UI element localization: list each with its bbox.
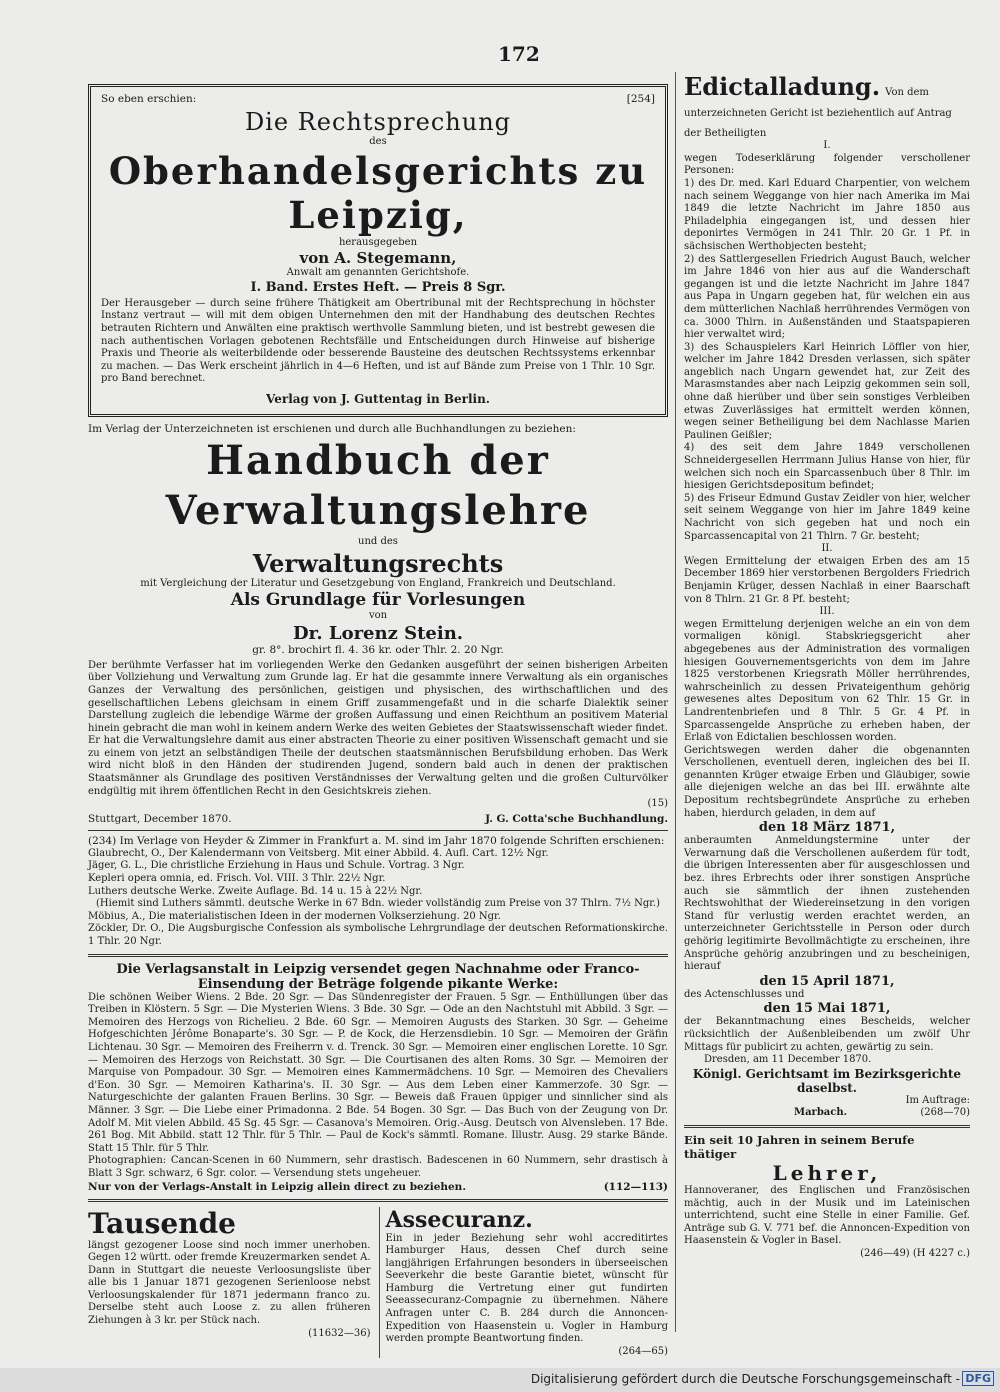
ad-title: Die Rechtsprechung [244,108,512,136]
edict-date: den 18 März 1871, [758,820,896,836]
right-column [684,72,970,1261]
ad-footer: Nur von der Verlags-Anstalt in Leipzig allein direct zu beziehen. [88,1180,466,1193]
edict-body: des Actenschlusses und [684,988,805,1000]
ad-ref: (246—49) (H 4227 c.) [860,1247,970,1259]
ad-verlagsanstalt [88,962,668,1194]
footer-bar [0,1368,1000,1392]
ad-body: Die schönen Weiber Wiens. 2 Bde. 20 Sgr. — Das Sündenregister der Frauen. 5 Sgr. — Enthüllungen über das Treiben in Klöstern. 5 Sgr. — Die Mysterien Wiens. 3 Bde. 30 Sgr. — Ode an den Nachtstuhl mit Abbild. 3 Sgr. — Memoiren des Herzogs von Richelieu. 2 Bde. 60 Sgr. — Memoiren Augusts des Starken. 30 Sgr. — Geheime Hofgeschichten Jérôme Bonaparte's. 30 Sgr. — P. de Kock, die Herzensdiebin. 10 Sgr. — Memoiren der Gräfin Lichtenau. 30 Sgr. — Memoiren des Freiherrn v. d. Trenck. 30 Sgr. — Memoiren einer englischen Lorette. 10 Sgr. — Memoiren des Herzogs von Reichstatt. 30 Sgr. — Die Courtisanen des alten Roms. 30 Sgr. — Memoiren der Marquise von Pompadour. 30 Sgr. — Memoiren eines Kammermädchens. 10 Sgr. — Memoiren des Chevaliers d'Eon. 30 Sgr. — Memoiren Katharina's. II. 30 Sgr. — Aus dem Leben einer Kammerzofe. 30 Sgr. — Naturgeschichte der galanten Frauen Berlins. 30 Sgr. — Beweis daß Frauen üppiger und sinnlicher sind als Männer. 3 Sgr. — Die Liebe einer Primadonna. 2 Bde. 54 Bogen. 30 Sgr. — Das Buch von der Zeugung von Dr. Adolf M. Mit vielen Abbild. 45 Sg. 45 Sgr. — Casanova's Memoiren. Orig.-Ausg. Deutsch von Alvensleben. 17 Bde. 261 Bog. Mit Abbild. statt 12 Thlr. für 5 Thlr. — Paul de Kock's sämmtl. Romane. Illustr. Ausg. 29 starke Bände. Statt 15 Thlr. für 5 Thlr. [88,991,668,1154]
ad-price: gr. 8°. brochirt fl. 4. 36 kr. oder Thlr. 2. 20 Ngr. [252,643,504,656]
ad-publisher: Verlag von J. Guttentag in Berlin. [266,391,490,406]
ad-body: längst gezogener Loose sind noch immer unerhoben. Gegen 12 württ. oder fremde Kreuzermarken sendet A. Dann in Stuttgart die neueste Verloosungsliste über alle bis 1 Januar 1871 gezogenen Serienloose nebst Verloosungskalender für 1871 jedermann franco zu. Derselbe steht auch Loose z. zu allen früheren Ziehungen à 3 kr. per Stück nach. [88,1239,371,1327]
edict-date: den 15 April 1871, [759,973,895,989]
ad-title-main: Oberhandelsgerichts zu Leipzig, [108,148,648,237]
ad-ref: (15) [647,798,668,810]
ad-grundlage: Als Grundlage für Vorlesungen [230,590,526,611]
list-item: (Hiemit sind Luthers sämmtl. deutsche Werke in 67 Bdn. wieder vollständig zum Preise von 37 Thlrn. 7½ Ngr.) [96,898,660,910]
section-number: III. [819,606,835,618]
edict-place: Dresden, am 11 December 1870. [704,1054,872,1066]
ad-intro: Im Verlag der Unterzeichneten ist erschienen und durch alle Buchhandlungen zu beziehen: [88,422,576,435]
ad-place: Stuttgart, December 1870. [88,812,232,825]
ad-title-2: Verwaltungsrechts [252,548,504,578]
dfg-logo: DFG [962,1371,994,1386]
column-divider [675,72,676,1332]
ad-assecuranz [379,1207,669,1359]
ad-title: Assecuranz. [385,1206,533,1233]
ad-firm: J. G. Cotta'sche Buchhandlung. [485,812,668,825]
list-item: 3) des Schauspielers Karl Heinrich Löffler von hier, welcher im Jahre 1842 Dresden verlassen, sich später angeblich nach Ungarn gewendet hat, zur Zeit des Marasmstandes aber nach Leipzig gekommen sein soll, ohne daß hierüber und über sein sonstiges Verbleiben etwas Zuverlässiges hat ermittelt werden können, wegen seiner Betheiligung bei dem Nachlasse Marien Paulinen Geißler; [684,341,970,441]
list-item: 4) des seit dem Jahre 1849 verschollenen Schneidergesellen Herrmann Julius Hanse von hier, für welchen sich noch ein Sparcassenbuch über 8 Thlr. im hiesigen Gerichtsdepositum befindet; [684,442,970,492]
ad-heyder [88,835,668,949]
edict-court: Königl. Gerichtsamt im Bezirksgerichte daselbst. [692,1066,962,1095]
list-item: Zöckler, Dr. O., Die Augsburgische Confession als symbolische Lehrgrundlage der deutschen Reformationskirche. 1 Thlr. 20 Ngr. [88,923,668,947]
edict-body: Gerichtswegen werden daher die obgenannten Verschollenen, eventuell deren, ingleichen des bei II. genannten Krüger etwaige Erben und Gläubiger, sowie alle diejenigen welche an das bei III. erwähnte alte Depositum rechtsbegründete Ansprüche zu erheben haben, hierdurch geladen, in dem auf [684,744,970,819]
edict-body: anberaumten Anmeldungstermine unter der Verwarnung daß die Verschollenen außerdem für todt, die übrigen Interessenten aber für ausgeschlossen und bez. ihres Erbrechts oder ihrer sonstigen Ansprüche auch sie sämmtlich der ihnen zustehenden Rechtswohlthat der Wiedereinsetzung in den vorigen Stand für verlustig werden erachtet werden, an unterzeichneter Gerichtsstelle in Person oder durch gehörig legitimirte Bevollmächtigte zu erscheinen, ihre Ansprüche gehörig anzubringen und zu bescheinigen, hierauf [684,835,970,973]
ad-handbuch [88,423,668,826]
ad-body: Der berühmte Verfasser hat im vorliegenden Werke den Gedanken ausgeführt der seinen bisherigen Arbeiten über Vollziehung und Verwaltung zum Grunde lag. Er hat die gesammte innere Verwaltung als ein organisches Ganzes der Verwaltung des persönlichen, geistigen und physischen, des wirthschaftlichen und des gesellschaftlichen Lebens gleichsam in einem Griff zusammengefaßt und in die scharfe Dialektik seiner Darstellung zugleich die lebendige Wärme der großen Auffassung und einen Reichthum an positivem Material hinein gebracht die man wohl in keinem andern Werke des weiten Gebietes der Staatswissenschaft wieder findet. Er hat die Verwaltungslehre damit aus einer abstracten Theorie zu einer positiven Wissenschaft gemacht und sie zu einem von jetzt an selbständigen Theile der deutschen staatsmännischen Berufsbildung erhoben. Das Werk wird nicht bloß in den Händen der studirenden Jugend, sondern bald auch in denen der praktischen Staatsmänner als Grundlage des positiven Verständnisses der Verwaltung gelten und die großen Culturvölker endgültig mit ihrem öffentlichen Recht in den Gesichtskreis ziehen. [88,659,668,797]
page-number: 172 [498,42,540,66]
list-item: Jäger, G. L., Die christliche Erziehung in Haus und Schule. Vortrag. 3 Ngr. [88,860,465,872]
ad-body: Der Herausgeber — durch seine frühere Thätigkeit am Obertribunal mit der Rechtsprechung in höchster Instanz vertraut — will mit dem obigen Unternehmen den mit der Handhabung des deutschen Rechtes betrauten Richtern und Anwälten eine praktisch werthvolle Sammlung bieten, und ist bestrebt gewesen die nach authentischen Vorlagen gebotenen Rechtsfälle und Entscheidungen durch Hinweise auf bisherige Praxis und Theorie als weiterbildende oder besserende Bausteine des deutschen Rechtssystems erkennbar zu machen. — Das Werk erscheint jährlich in 4—6 Heften, und ist auf Bände zum Preise von 1 Thlr. 10 Sgr. pro Band berechnet. [101,297,655,385]
ad-body: Ein in jeder Beziehung sehr wohl accreditirtes Hamburger Haus, dessen Chef durch seine langjährigen Erfahrungen besonders in überseeischen Seeverkehr die beste Garantie bietet, wünscht für Hamburg die Vertretung einer gut fundirten Seeassecuranz-Compagnie zu übernehmen. Nähere Anfragen unter C. B. 284 durch die Annoncen-Expedition von Haasenstein u. Vogler in Hamburg werden prompte Beantwortung finden. [385,1232,668,1345]
ad-ref: (112—113) [603,1180,668,1193]
edict-date: den 15 Mai 1871, [763,1001,891,1017]
section-head: wegen Todeserklärung folgender verschollener Personen: [684,152,970,177]
section-number: II. [821,543,833,555]
edict-body: der Bekanntmachung eines Bescheids, welcher rücksichtlich der Außenbleibenden um zwölf Uhr Mittags für publicirt zu achten, gewärtig zu sein. [684,1016,970,1053]
ad-intro: Ein seit 10 Jahren in seinem Berufe thätiger [684,1132,915,1161]
edictalladung [684,72,970,1120]
ad-ref: (264—65) [618,1345,668,1357]
ad-author: Dr. Lorenz Stein. [292,622,464,644]
edict-title: Edictalladung. [684,72,881,101]
edict-auftrag: Im Auftrage: [905,1094,970,1106]
ad-ref: [254] [626,93,655,105]
list-item: Luthers deutsche Werke. Zweite Auflage. Bd. 14 u. 15 à 22½ Ngr. [88,885,423,897]
ad-author: von A. Stegemann, [299,249,457,268]
ad-title: Handbuch der Verwaltungslehre [165,436,591,534]
ad-tausende [88,1207,371,1359]
list-item: Möbius, A., Die materialistischen Ideen in der modernen Volkserziehung. 20 Ngr. [88,910,501,922]
ad-band: I. Band. Erstes Heft. — Preis 8 Sgr. [250,279,506,295]
list-item: 2) des Sattlergesellen Friedrich August Bauch, welcher im Jahre 1846 von hier aus auf die Wanderschaft gegangen ist und die letzte Nachricht im Jahre 1847 aus Papa in Ungarn gegeben hat, für welchen ein aus dem mütterlichen Nachlaß herrührendes Vermögen von ca. 3000 Thlrn. in Außenständen und Staatspapieren hier verwaltet wird; [684,253,970,341]
ad-und: und des [358,535,398,547]
section-number: I. [823,140,831,152]
list-item: Kepleri opera omnia, ed. Frisch. Vol. VIII. 3 Thlr. 22½ Ngr. [88,873,386,885]
ad-lehrer [684,1133,970,1261]
footer-text: Digitalisierung gefördert durch die Deutsche Forschungsgemeinschaft - [530,1372,960,1386]
ad-title: Tausende [88,1206,236,1240]
list-item: 1) des Dr. med. Karl Eduard Charpentier, von welchem nach seinem Weggange von hier nach Amerika im Mai 1849 die letzte Nachricht im Jahre 1850 aus Philadelphia eingegangen ist, und dessen hier deponirtes Vermögen in 241 Thlr. 20 Gr. 1 Pf. in sächsischen Werthobjecten besteht; [684,177,970,252]
ad-photo: Photographien: Cancan-Scenen in 60 Nummern, sehr drastisch. Badescenen in 60 Nummern, sehr drastisch à Blatt 3 Sgr. schwarz, 6 Sgr. color. — Versendung stets ungeheuer. [88,1155,668,1179]
ad-von: von [368,610,388,622]
ad-ref: (11632—36) [308,1327,371,1339]
ad-title: Lehrer, [772,1160,882,1185]
edict-ref: (268—70) [920,1107,970,1119]
edict-head: Von dem unterzeichneten Gericht ist beziehentlich auf Antrag der Betheiligten [684,87,952,139]
ad-rechtsprechung [88,84,668,417]
ad-author-role: Anwalt am genannten Gerichtshofe. [286,267,470,279]
ad-row-bottom [88,1207,668,1359]
ad-intro: So eben erschien: [101,93,197,105]
section-body: wegen Ermittelung derjenigen welche an ein von dem vormaligen königl. Stabskriegsgericht aher abgegebenes aus der Administration des vormaligen hiesigen Gouvernementsgerichts von dem im Jahre 1825 verstorbenen Kriegsrath Möller herrührendes, wahrscheinlich zu dessen Privateigenthum gehörig gewesenes altes Depositum von 62 Thlr. 15 Gr. in Landrentenbriefen und 8 Thlr. 5 Gr. 4 Pf. in Sparcassengelde Ansprüche zu erheben haben, der Erlaß von Edictalien beschlossen worden. [684,618,970,744]
ad-des: des [369,136,387,147]
edict-signer: Marbach. [794,1107,848,1119]
list-item: Glaubrecht, O., Der Kalendermann von Veitsberg. Mit einer Abbild. 4. Aufl. Cart. 12½ Ngr. [88,847,549,859]
section-body: Wegen Ermittelung der etwaigen Erben des am 15 December 1869 hier verstorbenen Bergolders Friedrich Benjamin Krüger, dessen Nachlaß in einer Baarschaft von 8 Thlrn. 21 Gr. 8 Pf. besteht; [684,555,970,605]
ad-title: Die Verlagsanstalt in Leipzig versendet gegen Nachnahme oder Franco-Einsendung der Beträge folgende pikante Werke: [116,961,640,992]
ad-subtitle: mit Vergleichung der Literatur und Gesetzgebung von England, Frankreich und Deutschland. [140,577,616,589]
list-item: 5) des Friseur Edmund Gustav Zeidler von hier, welcher seit seinem Weggange von hier im Jahre 1849 keine Nachricht von sich gegeben hat und noch ein Sparcassencapital von 21 Thlrn. 7 Gr. besteht; [684,492,970,542]
ad-intro: (234) Im Verlage von Heyder & Zimmer in Frankfurt a. M. sind im Jahr 1870 folgende Schriften erschienen: [88,834,665,847]
ad-hrsg: herausgegeben [338,236,418,248]
left-column [88,84,668,1358]
ad-body: Hannoveraner, des Englischen und Französischen mächtig, auch in der Musik und im Lateinischen unterrichtend, sucht eine Stelle in einer Familie. Gef. Anträge sub G. V. 771 bef. die Annoncen-Expedition von Haasenstein & Vogler in Basel. [684,1184,970,1247]
